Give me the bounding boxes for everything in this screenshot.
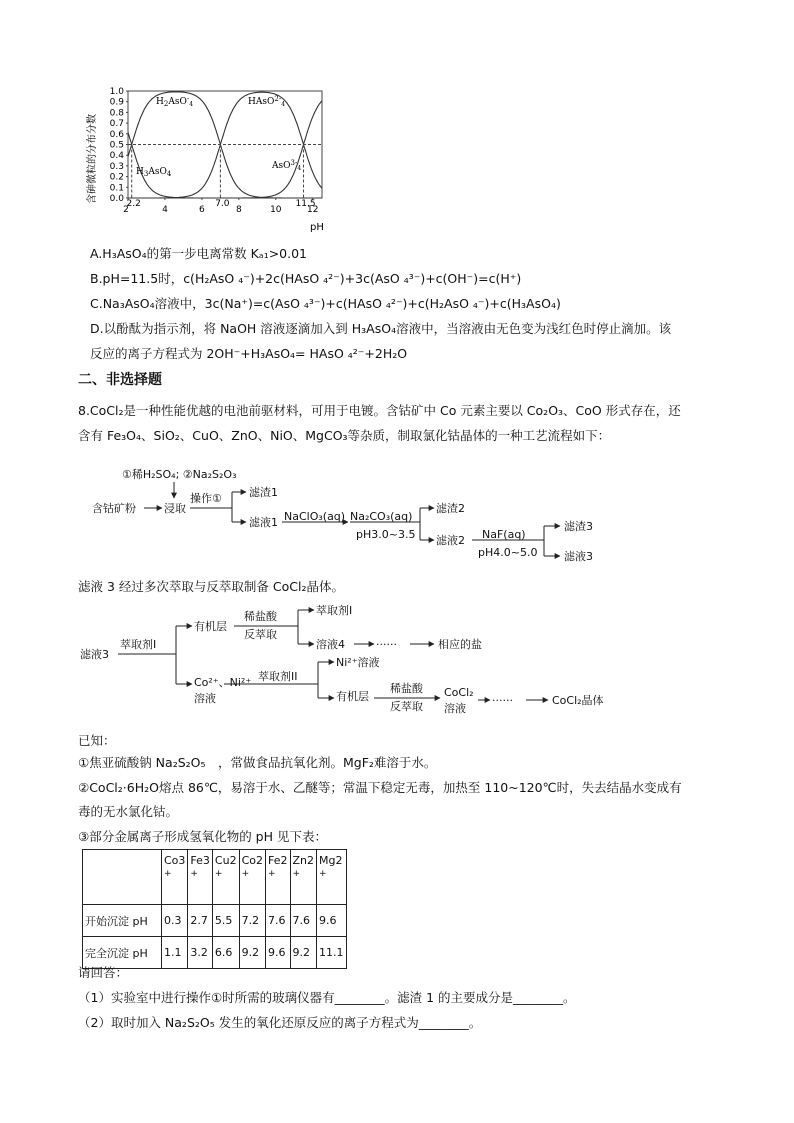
option-d-line1: D.以酚酞为指示剂，将 NaOH 溶液逐滴加入到 H₃AsO₄溶液中，当溶液由无色变为浅红色时停止滴加。该 <box>90 321 672 336</box>
flow1-reagent3: Na₂CO₃(aq) <box>350 510 413 523</box>
question-1: （1）实验室中进行操作①时所需的玻璃仪器有________。滤渣 1 的主要成分是________。 <box>78 990 576 1005</box>
flow2-extractant1: 萃取剂I <box>120 638 157 651</box>
x-tick-extra-label: 11.5 <box>295 199 316 209</box>
y-tick-label: 0.4 <box>109 151 124 162</box>
flow2-crystal: CoCl₂晶体 <box>552 694 604 707</box>
flow2-hcl1: 稀盐酸 <box>244 610 277 623</box>
y-tick-label: 0.1 <box>109 183 124 194</box>
table-cell: 1.1 <box>162 937 188 969</box>
flow2-ni-sol: Ni²⁺溶液 <box>336 656 380 669</box>
q8-line1: 8.CoCl₂是一种性能优越的电池前驱材料，可用于电镀。含钴矿中 Co 元素主要以 Co₂O₃、CoO 形式存在，还 <box>78 403 681 418</box>
flow2-back2: 反萃取 <box>390 700 423 713</box>
x-tick-label: 12 <box>307 205 319 215</box>
known-title: 已知： <box>78 733 116 748</box>
table-cell: 5.5 <box>212 905 239 937</box>
table-row-label: 开始沉淀 pH <box>83 905 162 937</box>
table-cell: 6.6 <box>212 937 239 969</box>
flow2-dots2: ······ <box>492 694 513 707</box>
option-d-line2: 反应的离子方程式为 2OH⁻+H₃AsO₄= HAsO ₄²⁻+2H₂O <box>90 346 408 361</box>
y-tick-label: 0.2 <box>109 172 124 183</box>
table-cell: 9.2 <box>239 937 265 969</box>
y-tick-label: 0.6 <box>109 129 124 140</box>
x-tick-extra-label: 2.2 <box>126 199 141 209</box>
flow2-solution4: 溶液4 <box>316 638 345 651</box>
series-label-h2aso4: $H_2AsO^-_4$ <box>156 95 194 108</box>
flow2-coni-bottom: 溶液 <box>194 692 216 705</box>
flow2-extractant2: 萃取剂II <box>258 670 298 683</box>
option-c: C.Na₃AsO₄溶液中，3c(Na⁺)=c(AsO ₄³⁻)+c(HAsO ₄²⁻)+c(H₂AsO ₄⁻)+c(H₃AsO₄) <box>90 296 561 311</box>
curve-haso4 <box>128 92 322 198</box>
flow2-dots1: ······ <box>376 638 397 651</box>
flow1-reagent2: NaClO₃(aq) <box>284 510 346 523</box>
flow1-leach: 浸取 <box>164 502 186 515</box>
flow1-residue2: 滤渣2 <box>436 502 465 515</box>
flow1-ph1: pH3.0~3.5 <box>356 528 416 541</box>
x-tick-extra-label: 7.0 <box>215 199 230 209</box>
series-label-aso4: AsO$^{3-}_4$ <box>272 159 302 172</box>
table-header-cell: Fe3 + <box>188 850 213 905</box>
process-flow-1 <box>82 458 642 570</box>
table-cell: 7.2 <box>239 905 265 937</box>
x-tick-label: 10 <box>270 205 282 215</box>
flow2-organic2: 有机层 <box>336 690 369 703</box>
table-cell: 3.2 <box>188 937 213 969</box>
series-label-haso4: HAsO$^{2-}_4$ <box>248 95 286 108</box>
table-header-cell: Fe2 + <box>266 850 291 905</box>
known-2a: ②CoCl₂·6H₂O熔点 86℃，易溶于水、乙醚等；常温下稳定无毒，加热至 110~120℃时，失去结晶水变成有 <box>78 780 682 795</box>
table-header-row <box>83 850 347 905</box>
y-tick-label: 0.5 <box>109 140 124 151</box>
table-cell: 2.7 <box>188 905 213 937</box>
flow2-start: 滤液3 <box>80 648 109 661</box>
note-filtrate3: 滤液 3 经过多次萃取与反萃取制备 CoCl₂晶体。 <box>78 579 344 594</box>
flow1-reagent4: NaF(aq) <box>482 528 526 541</box>
flow1-ore: 含钴矿粉 <box>92 502 136 515</box>
flow2-salt: 相应的盐 <box>438 638 482 651</box>
process-flow-2 <box>78 600 638 720</box>
flow1-filtrate1: 滤液1 <box>249 516 278 529</box>
flow2-coni-top: Co²⁺、Ni²⁺ <box>194 676 252 689</box>
flow2-back1: 反萃取 <box>244 628 277 641</box>
curve-aso4 <box>128 101 322 198</box>
flow2-extractant1-out: 萃取剂I <box>316 604 353 617</box>
x-tick-label: 6 <box>199 205 205 215</box>
x-ticks <box>123 198 318 215</box>
flow1-filtrate2: 滤液2 <box>436 534 465 547</box>
question-2: （2）取时加入 Na₂S₂O₅ 发生的氧化还原反应的离子方程式为________。 <box>78 1015 482 1030</box>
x-tick-label: 8 <box>235 205 242 215</box>
flow2-cocl2-bottom: 溶液 <box>444 702 466 715</box>
series-label-h3aso4: $H_3AsO_4$ <box>136 167 172 178</box>
table-cell: 7.6 <box>266 905 291 937</box>
precipitation-ph-table <box>82 849 347 969</box>
flow1-residue3: 滤渣3 <box>564 520 593 533</box>
questions-prompt: 请回答： <box>78 965 129 980</box>
q8-line2: 含有 Fe₃O₄、SiO₂、CuO、ZnO、NiO、MgCO₃等杂质，制取氯化钴晶体的一种工艺流程如下： <box>78 428 611 443</box>
y-tick-label: 1.0 <box>109 87 124 97</box>
flow2-organic1: 有机层 <box>194 620 227 633</box>
table-cell: 9.6 <box>317 905 347 937</box>
table-header-cell: Cu2 + <box>212 850 239 905</box>
known-3: ③部分金属离子形成氢氧化物的 pH 见下表： <box>78 829 327 844</box>
known-2b: 毒的无水氯化钴。 <box>78 804 179 819</box>
flow1-filtrate3: 滤液3 <box>564 550 593 563</box>
table-cell: 9.6 <box>266 937 291 969</box>
flow1-op1: 操作① <box>190 492 222 505</box>
y-ticks <box>110 87 128 204</box>
flow2-cocl2-top: CoCl₂ <box>444 686 474 699</box>
table-header-cell: Zn2 + <box>290 850 317 905</box>
table-cell: 11.1 <box>317 937 347 969</box>
table-row <box>83 905 347 937</box>
table-header-cell: Co3 + <box>162 850 188 905</box>
flow1-ph2: pH4.0~5.0 <box>478 546 538 559</box>
y-tick-label: 0.3 <box>109 161 124 172</box>
distribution-chart <box>82 82 332 237</box>
flow1-residue1: 滤渣1 <box>249 486 278 499</box>
y-tick-label: 0.0 <box>109 194 124 204</box>
flow1-reagents: ①稀H₂SO₄; ②Na₂S₂O₃ <box>122 468 237 481</box>
table-row-label: 完全沉淀 pH <box>83 937 162 969</box>
table-header-cell: Co2 + <box>239 850 265 905</box>
table-cell: 9.2 <box>290 937 317 969</box>
chart-xlabel: pH <box>310 222 324 233</box>
table-cell: 7.6 <box>290 905 317 937</box>
chart-ylabel: 含砷微粒的分布分数 <box>87 114 98 204</box>
table-header-cell: Mg2 + <box>317 850 347 905</box>
y-tick-label: 0.7 <box>109 119 124 130</box>
known-1: ①焦亚硫酸钠 Na₂S₂O₅ ，常做食品抗氧化剂。MgF₂难溶于水。 <box>78 755 437 770</box>
y-tick-label: 0.9 <box>109 97 124 108</box>
x-tick-label: 4 <box>162 205 168 215</box>
x-tick-label: 2 <box>123 205 129 215</box>
table-cell: 0.3 <box>162 905 188 937</box>
option-a: A.H₃AsO₄的第一步电离常数 Kₐ₁>0.01 <box>90 246 308 261</box>
y-tick-label: 0.8 <box>109 108 124 119</box>
option-b: B.pH=11.5时，c(H₂AsO ₄⁻)+2c(HAsO ₄²⁻)+3c(AsO ₄³⁻)+c(OH⁻)=c(H⁺) <box>90 271 522 286</box>
flow2-hcl2: 稀盐酸 <box>390 682 423 695</box>
table-corner-cell <box>83 850 162 905</box>
section-title: 二、非选择题 <box>78 372 162 388</box>
